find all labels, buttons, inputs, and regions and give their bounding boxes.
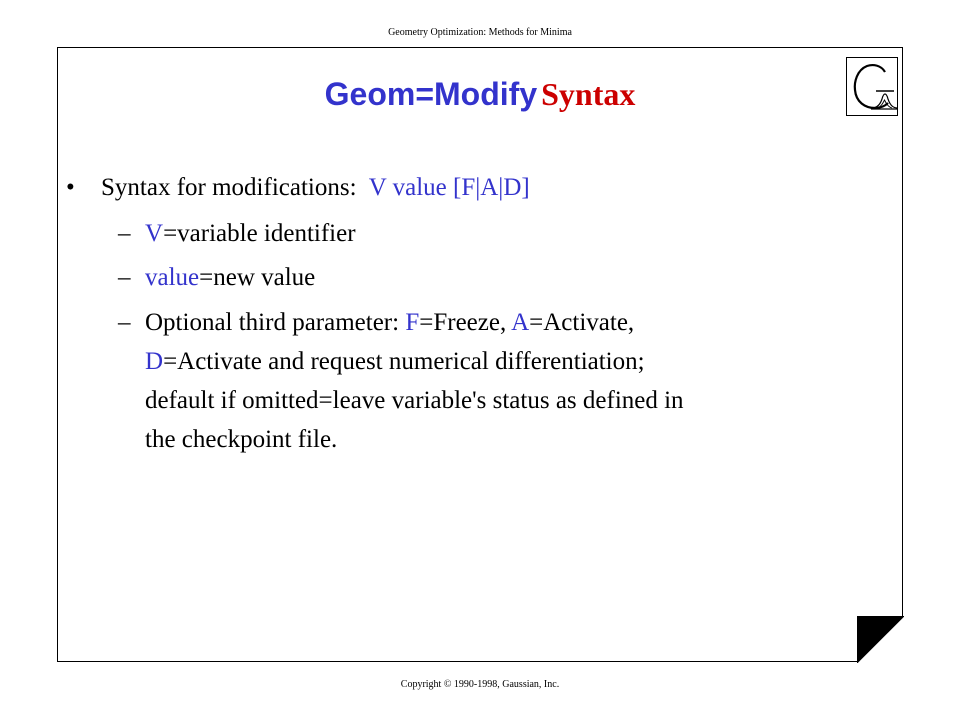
freeze-key: F xyxy=(405,309,420,336)
differentiate-key: D xyxy=(145,348,164,375)
optional-param-line-4: the checkpoint file. xyxy=(145,426,338,453)
optional-param-line-1 xyxy=(145,307,634,338)
optional-param-line-2 xyxy=(145,346,645,377)
optional-param-line-3: default if omitted=leave variable's status as defined in xyxy=(145,387,684,414)
sub-bullet-marker: – xyxy=(118,264,131,291)
value-key: value xyxy=(145,264,200,291)
slide-footer: Copyright © 1990-1998, Gaussian, Inc. xyxy=(400,679,560,690)
title-keyword: Geom=Modify xyxy=(324,76,538,112)
optional-param-intro: Optional third parameter: xyxy=(145,309,406,336)
bullet-syntax xyxy=(101,172,530,203)
page-curl-corner xyxy=(857,616,904,663)
sub-bullet-marker: – xyxy=(118,220,131,247)
variable-key: V xyxy=(145,220,164,247)
activate-key: A xyxy=(511,309,530,336)
sub-bullet-marker: – xyxy=(118,309,131,336)
sub-bullet-variable xyxy=(145,218,356,249)
variable-desc: =variable identifier xyxy=(163,220,356,247)
title-syntax: Syntax xyxy=(541,76,636,112)
bullet-marker: • xyxy=(66,174,75,201)
sub-bullet-value xyxy=(145,262,315,293)
activate-desc: =Activate, xyxy=(529,309,635,336)
slide-header: Geometry Optimization: Methods for Minima xyxy=(388,27,572,38)
freeze-desc: =Freeze, xyxy=(419,309,512,336)
value-desc: =new value xyxy=(199,264,316,291)
bullet-syntax-label: Syntax for modifications: xyxy=(101,174,357,201)
differentiate-desc: =Activate and request numerical differentiation; xyxy=(163,348,645,375)
bullet-syntax-value: V value [F|A|D] xyxy=(368,174,530,201)
